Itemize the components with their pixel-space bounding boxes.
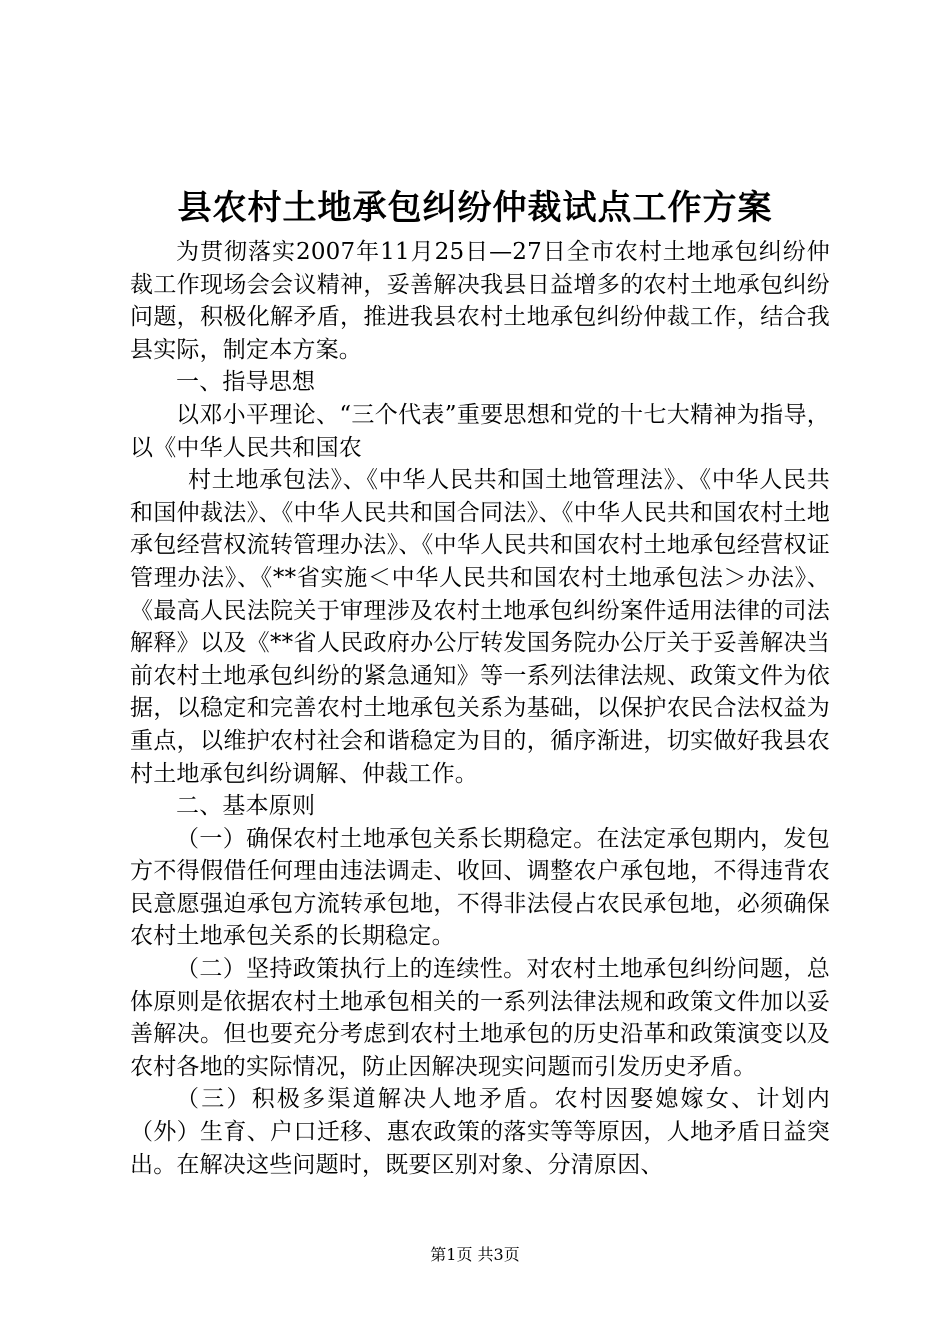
section-heading-guiding-thought: 一、指导思想: [176, 369, 316, 396]
page-footer: 第1页 共3页: [430, 1245, 520, 1264]
guiding-thought-paragraph-2: 村土地承包法》、《中华人民共和国土地管理法》、《中华人民共和国仲裁法》、《中华人民共和国合同法》、《中华人民共和国农村土地承包经营权流转管理办法》、《中华人民共和国农村土地承包经营权证管理办法》、《**省实施＜中华人民共和国农村土地承包法＞办法》、《最高人民法院关于审理涉及农村土地承包纠纷案件适用法律的司法解释》以及《**省人民政府办公厅转发国务院办公厅关于妥善解决当前农村土地承包纠纷的紧急通知》等一系列法律法规、政策文件为依据，以稳定和完善农村土地承包关系为基础，以保护农民合法权益为重点，以维护农村社会和谐稳定为目的，循序渐进，切实做好我县农村土地承包纠纷调解、仲裁工作。: [130, 467, 830, 787]
document-body: [130, 236, 830, 1181]
principle-paragraph-1: （一）确保农村土地承包关系长期稳定。在法定承包期内，发包方不得假借任何理由违法调走、收回、调整农户承包地，不得违背农民意愿强迫承包方流转承包地，不得非法侵占农民承包地，必须确保农村土地承包关系的长期稳定。: [130, 825, 830, 950]
guiding-thought-paragraph-1: 以邓小平理论、“三个代表”重要思想和党的十七大精神为指导，以《中华人民共和国农: [130, 401, 830, 461]
section-heading-basic-principles: 二、基本原则: [176, 793, 316, 820]
document-title: 县农村土地承包纠纷仲裁试点工作方案: [177, 188, 773, 228]
principle-paragraph-2: （二）坚持政策执行上的连续性。对农村土地承包纠纷问题，总体原则是依据农村土地承包相关的一系列法律法规和政策文件加以妥善解决。但也要充分考虑到农村土地承包的历史沿革和政策演变以及农村各地的实际情况，防止因解决现实问题而引发历史矛盾。: [130, 956, 830, 1080]
intro-paragraph: 为贯彻落实2007年11月25日—27日全市农村土地承包纠纷仲裁工作现场会会议精神，妥善解决我县日益增多的农村土地承包纠纷问题，积极化解矛盾，推进我县农村土地承包纠纷仲裁工作，结合我县实际，制定本方案。: [130, 239, 830, 363]
principle-paragraph-3: （三）积极多渠道解决人地矛盾。农村因娶媳嫁女、计划内（外）生育、户口迁移、惠农政策的落实等等原因，人地矛盾日益突出。在解决这些问题时，既要区别对象、分清原因、: [130, 1086, 830, 1178]
